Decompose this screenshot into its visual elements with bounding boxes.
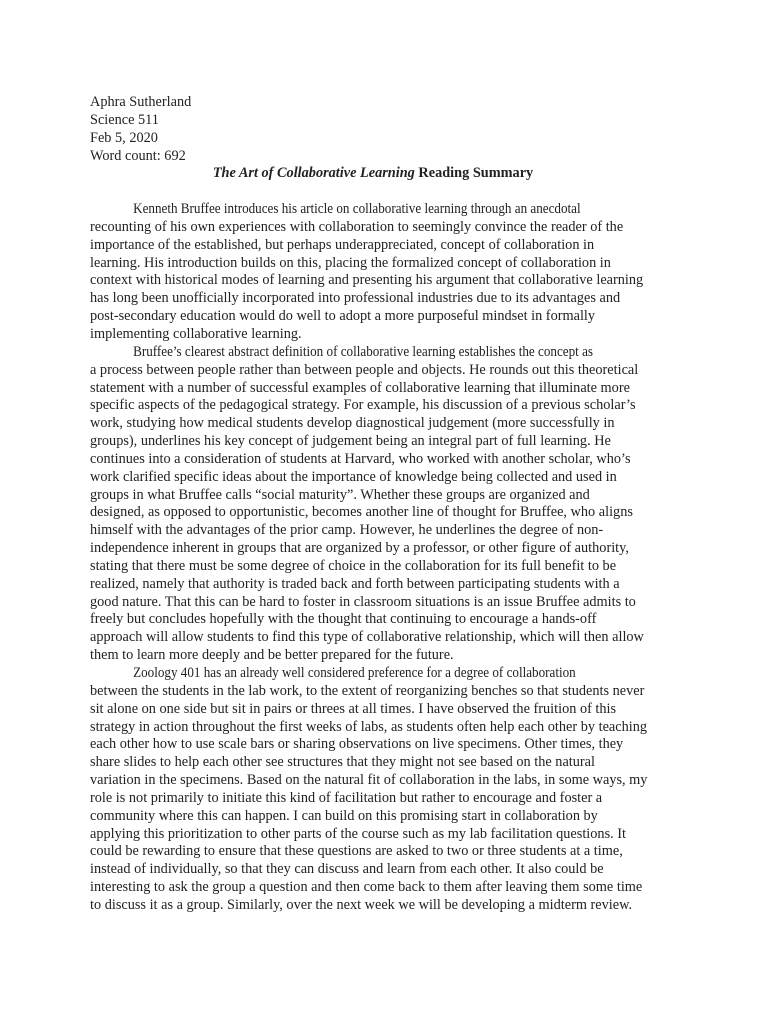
- paragraph-line: groups), underlines his key concept of judgement being an integral part of full learning. He: [90, 433, 611, 450]
- paragraph-line: them to learn more deeply and be better prepared for the future.: [90, 647, 454, 664]
- paragraph-line: variation in the specimens. Based on the natural fit of collaboration in the labs, in some ways, my: [90, 772, 648, 789]
- paragraph-1: [90, 201, 656, 344]
- paragraph-line: work, studying how medical students develop diagnostical judgement (more successfully in: [90, 415, 615, 432]
- paragraph-line: community where this can happen. I can build on this promising start in collaboration by: [90, 807, 598, 824]
- paragraphs: [90, 201, 656, 915]
- paragraph-line: could be rewarding to ensure that these questions are asked to two or three students at a time,: [90, 843, 623, 860]
- paragraph-line: specific aspects of the pedagogical strategy. For example, his discussion of a previous scholar’s: [90, 397, 636, 414]
- paragraph-line: share slides to help each other see structures that they might not see based on the natural: [90, 754, 595, 771]
- paragraph-line: good nature. That this can be hard to foster in classroom situations is an issue Bruffee admits to: [90, 593, 636, 610]
- paragraph-line: Kenneth Bruffee introduces his article on collaborative learning through an anecdotal: [133, 201, 581, 218]
- word-count: Word count: 692: [90, 147, 186, 164]
- course-name: Science 511: [90, 111, 159, 128]
- paragraph-line: has long been unofficially incorporated into professional industries due to its advantages and: [90, 290, 621, 307]
- paragraph-line: work clarified specific ideas about the importance of knowledge being collected and used in: [90, 468, 617, 485]
- paragraph-line: sit alone on one side but sit in pairs or threes at all times. I have observed the fruition of this: [90, 700, 617, 717]
- paragraph-line: independence inherent in groups that are organized by a professor, or other figure of authority,: [90, 540, 629, 557]
- blank-line: [90, 183, 656, 201]
- document-title: [90, 165, 656, 183]
- paragraph-line: freely but concludes hopefully with the thought that continuing to encourage a hands-off: [90, 611, 597, 628]
- paragraph-line: context with historical modes of learning and presenting his argument that collaborative learning: [90, 272, 644, 289]
- paragraph-line: between the students in the lab work, to the extent of reorganizing benches so that students never: [90, 682, 645, 699]
- paragraph-line: Zoology 401 has an already well considered preference for a degree of collaboration: [133, 665, 576, 681]
- paragraph-line: groups in what Bruffee calls “social maturity”. Whether these groups are organized and: [90, 486, 590, 503]
- paragraph-line: designed, as opposed to opportunistic, becomes another line of thought for Bruffee, who aligns: [90, 504, 633, 521]
- document-body: [90, 94, 656, 915]
- paragraph-line: each other how to use scale bars or sharing observations on live specimens. Other times, they: [90, 736, 624, 753]
- paragraph-line: recounting of his own experiences with collaboration to seemingly convince the reader of the: [90, 218, 624, 235]
- book-title: The Art of Collaborative Learning: [212, 165, 415, 182]
- paragraph-line: stating that there must be some degree of choice in the collaboration for its full benefit to be: [90, 557, 617, 574]
- paragraph-line: Bruffee’s clearest abstract definition of collaborative learning establishes the concept as: [133, 343, 594, 360]
- paragraph-line: interesting to ask the group a question and then come back to them after leaving them some time: [90, 879, 643, 896]
- author-name: Aphra Sutherland: [90, 94, 192, 110]
- paragraph-line: continues into a consideration of students at Harvard, who worked with another scholar, who’s: [90, 450, 631, 467]
- paragraph-line: role is not primarily to initiate this kind of facilitation but rather to encourage and foster a: [90, 789, 603, 806]
- paragraph-line: importance of the established, but perhaps underappreciated, concept of collaboration in: [90, 236, 595, 253]
- paragraph-line: approach will allow students to find this type of collaborative relationship, which will then allow: [90, 629, 644, 646]
- paragraph-line: realized, namely that authority is traded back and forth between participating students with a: [90, 575, 620, 592]
- paragraph-line: instead of individually, so that they can discuss and learn from each other. It also could be: [90, 861, 604, 878]
- paragraph-line: a process between people rather than between people and objects. He rounds out this theoretical: [90, 361, 639, 378]
- paragraph-line: implementing collaborative learning.: [90, 325, 302, 342]
- paragraph-line: post-secondary education would do well to adopt a more purposeful mindset in formally: [90, 308, 596, 325]
- title-suffix: Reading Summary: [414, 165, 534, 182]
- paragraph-2: [90, 344, 656, 665]
- paragraph-line: statement with a number of successful examples of collaborative learning that illuminate more: [90, 379, 630, 396]
- paragraph-line: to discuss it as a group. Similarly, over the next week we will be developing a midterm review.: [90, 896, 633, 913]
- paragraph-line: applying this prioritization to other parts of the course such as my lab facilitation questions. It: [90, 825, 627, 842]
- paragraph-line: learning. His introduction builds on this, placing the formalized concept of collaboration in: [90, 254, 611, 271]
- paragraph-line: himself with the advantages of the prior camp. However, he underlines the degree of non-: [90, 522, 604, 539]
- paragraph-3: [90, 665, 656, 915]
- paragraph-line: strategy in action throughout the first weeks of labs, as students often help each other by teaching: [90, 718, 648, 735]
- document-date: Feb 5, 2020: [90, 129, 158, 146]
